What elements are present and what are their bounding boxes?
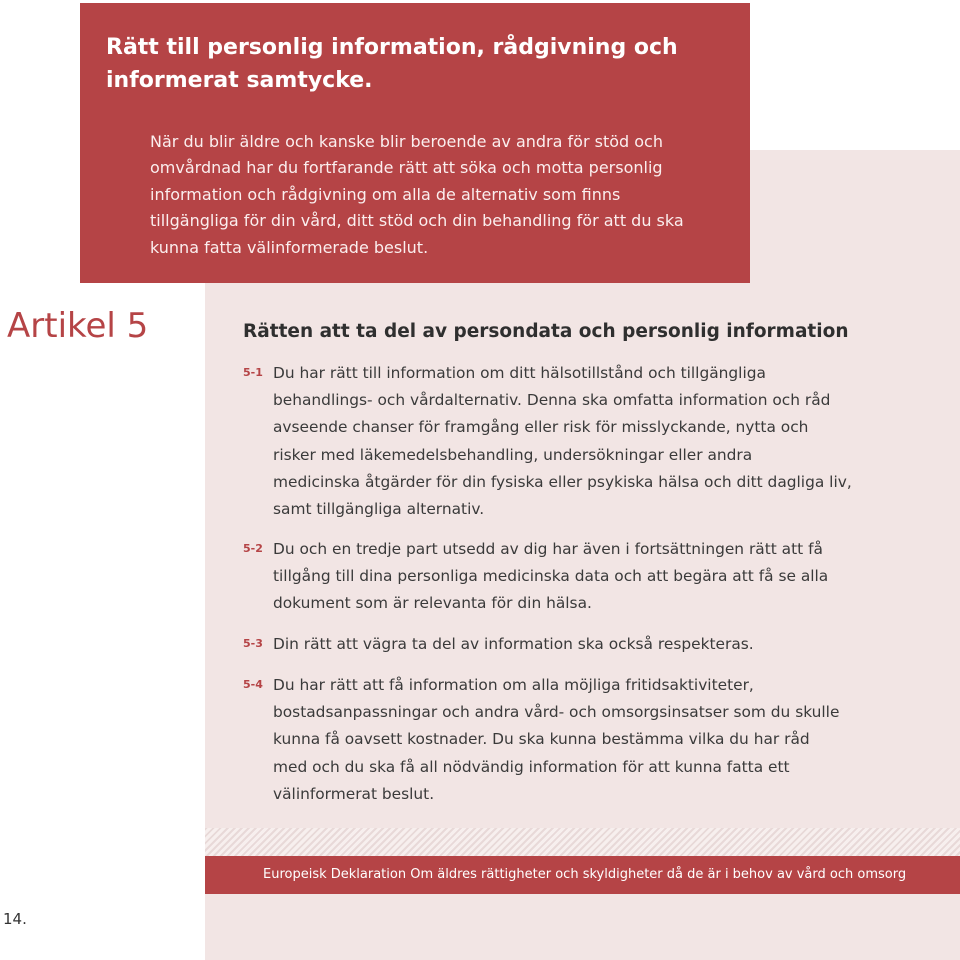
item-text bbox=[273, 360, 873, 523]
item-number: 5-1 bbox=[243, 366, 263, 379]
footer-bar bbox=[205, 856, 960, 894]
intro-body-line: tillgängliga för din vård, ditt stöd och din behandling för att du ska bbox=[150, 211, 684, 231]
item-line: med och du ska få all nödvändig information för att kunna fatta ett bbox=[273, 757, 790, 776]
item-line: tillgång till dina personliga medicinska data och att begära att få se alla bbox=[273, 567, 829, 586]
intro-body-line: omvårdnad har du fortfarande rätt att söka och motta personlig bbox=[150, 158, 663, 178]
item-number: 5-3 bbox=[243, 637, 263, 650]
item-line: Du och en tredje part utsedd av dig har även i fortsättningen rätt att få bbox=[273, 540, 823, 558]
item-text bbox=[273, 536, 873, 618]
intro-body-line: När du blir äldre och kanske blir beroende av andra för stöd och bbox=[150, 132, 663, 151]
item-line: risker med läkemedelsbehandling, undersökningar eller andra bbox=[273, 445, 753, 464]
item-text bbox=[273, 672, 873, 808]
item-text bbox=[273, 631, 873, 658]
item-line: avseende chanser för framgång eller risk för misslyckande, nytta och bbox=[273, 418, 809, 437]
item-line: Du har rätt att få information om alla möjliga fritidsaktiviteter, bbox=[273, 676, 754, 694]
footer-text: Europeisk Deklaration Om äldres rättigheter och skyldigheter då de är i behov av vård och omsorg bbox=[263, 867, 907, 882]
intro-title-line: Rätt till personlig information, rådgivning och bbox=[106, 35, 678, 60]
footer-background-panel bbox=[205, 894, 960, 960]
item-line: samt tillgängliga alternativ. bbox=[273, 500, 485, 519]
item-line: bostadsanpassningar och andra vård- och omsorgsinsatser som du skulle bbox=[273, 703, 840, 722]
item-line: behandlings- och vårdalternativ. Denna ska omfatta information och råd bbox=[273, 391, 831, 410]
decorative-hatch-stripe bbox=[205, 828, 960, 856]
article-label: Artikel 5 bbox=[7, 306, 149, 346]
item-line: välinformerat beslut. bbox=[273, 784, 435, 803]
item-line: Din rätt att vägra ta del av information ska också respekteras. bbox=[273, 635, 754, 653]
article-title: Rätten att ta del av persondata och personlig information bbox=[243, 321, 849, 342]
page-number: 14. bbox=[3, 910, 27, 928]
item-number: 5-2 bbox=[243, 542, 263, 555]
intro-body bbox=[150, 129, 730, 261]
item-line: kunna få oavsett kostnader. Du ska kunna bestämma vilka du har råd bbox=[273, 730, 810, 749]
item-line: Du har rätt till information om ditt hälsotillstånd och tillgängliga bbox=[273, 364, 766, 382]
item-line: medicinska åtgärder för din fysiska eller psykiska hälsa och ditt dagliga liv, bbox=[273, 472, 852, 491]
intro-box bbox=[80, 3, 750, 283]
item-number: 5-4 bbox=[243, 678, 263, 691]
intro-title-line: informerat samtycke. bbox=[106, 68, 373, 93]
item-line: dokument som är relevanta för din hälsa. bbox=[273, 594, 592, 613]
intro-title bbox=[106, 31, 726, 97]
intro-body-line: kunna fatta välinformerade beslut. bbox=[150, 237, 429, 257]
intro-body-line: information och rådgivning om alla de alternativ som finns bbox=[150, 184, 621, 204]
